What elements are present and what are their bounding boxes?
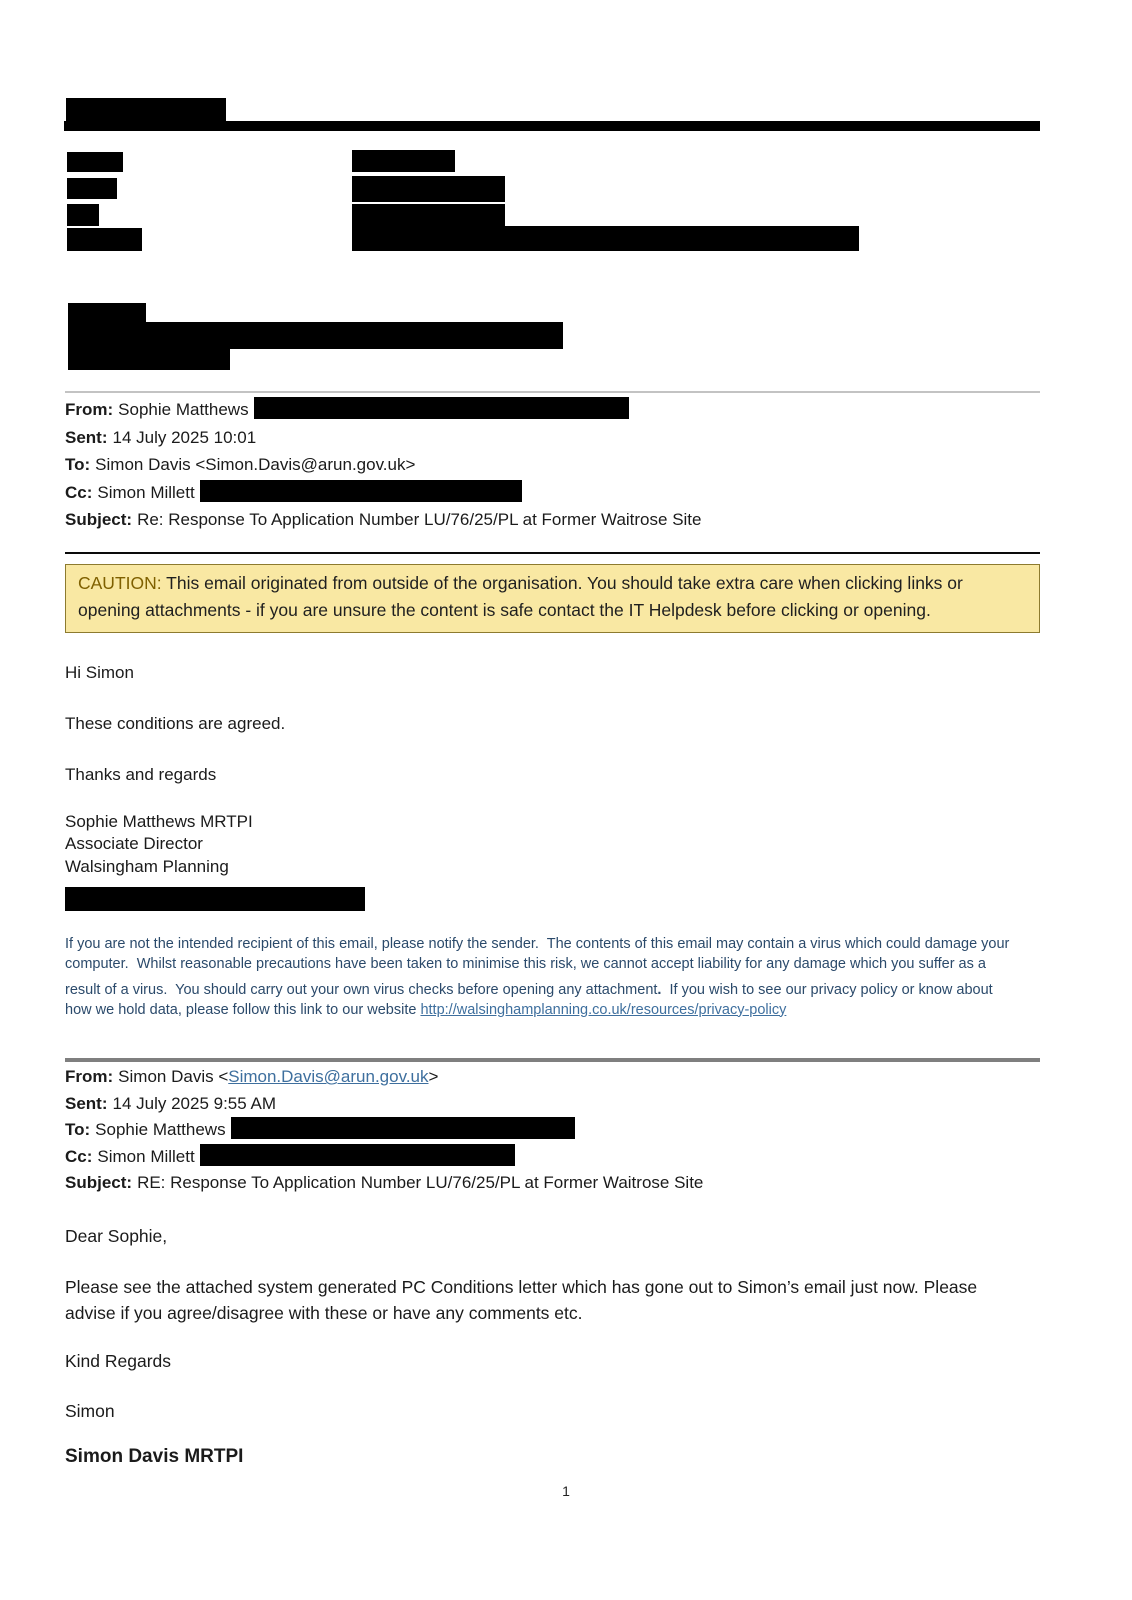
cc-label: Cc: [65, 1146, 93, 1166]
email1-sent-value: 14 July 2025 10:01 [112, 427, 257, 447]
caution-text: This email originated from outside of the organisation. You should take extra care when clicking links or opening attachments - if you are unsure the content is safe contact the IT Helpdesk before clicking or opening. [78, 572, 963, 620]
email1-signature [65, 811, 1040, 879]
email1-cc-value: Simon Millett [97, 482, 195, 502]
signature-name: Sophie Matthews MRTPI [65, 811, 253, 831]
email1-to-line [65, 451, 1040, 479]
disclaimer-line: how we hold data, please follow this link to our website http://walsinghamplanning.co.uk/resources/privacy-policy [65, 1001, 787, 1018]
subject-label: Subject: [65, 510, 133, 529]
email2-sender-name: Simon [65, 1400, 115, 1421]
sent-label: Sent: [65, 427, 108, 447]
caution-label: CAUTION: [78, 572, 162, 593]
redaction-bar [67, 228, 142, 251]
redaction-bar [67, 152, 123, 172]
redaction-bar [231, 1117, 575, 1139]
email2-greeting: Dear Sophie, [65, 1225, 168, 1246]
subject-label: Subject: [65, 1173, 133, 1192]
email1-cc-line [65, 479, 1040, 507]
email2-sent-value: 14 July 2025 9:55 AM [112, 1093, 277, 1113]
redaction-bar [352, 204, 505, 226]
disclaimer-line: computer. Whilst reasonable precautions have been taken to minimise this risk, we cannot accept liability for any damage which you suffer as a [65, 955, 986, 972]
email1-header [65, 396, 1040, 534]
email1-from-line [65, 396, 1040, 424]
email2-paragraph: Please see the attached system generated PC Conditions letter which has gone out to Simon’s email just now. Please advise if you agree/disagree with these or have any comments etc. [65, 1276, 978, 1323]
email2-cc-line [65, 1144, 1040, 1171]
email2-from-line [65, 1064, 1040, 1091]
email1-sent-line [65, 424, 1040, 452]
email2-to-line [65, 1117, 1040, 1144]
redaction-bar [65, 887, 365, 911]
redaction-bar [64, 121, 1040, 131]
signature-role: Associate Director [65, 834, 203, 853]
email2-subject-value: RE: Response To Application Number LU/76/25/PL at Former Waitrose Site [137, 1173, 704, 1192]
privacy-policy-link[interactable]: http://walsinghamplanning.co.uk/resources/privacy-policy [420, 1001, 787, 1018]
email1-to-value: Simon Davis <Simon.Davis@arun.gov.uk> [95, 455, 416, 474]
redaction-bar [254, 397, 629, 419]
email2-from-pre: Simon Davis < [118, 1067, 229, 1086]
redaction-bar [352, 176, 505, 202]
email2-signature: Simon Davis MRTPI [65, 1445, 244, 1467]
email2-sent-line [65, 1091, 1040, 1118]
email1-body-line: Thanks and regards [65, 764, 217, 784]
from-label: From: [65, 1067, 114, 1086]
sender-email-link[interactable]: Simon.Davis@arun.gov.uk [228, 1067, 429, 1086]
caution-banner [65, 564, 1040, 633]
redaction-bar [68, 322, 563, 349]
redaction-bar [67, 178, 117, 199]
email2-header [65, 1064, 1040, 1197]
redaction-bar [67, 204, 99, 226]
email-separator-rule [65, 1058, 1040, 1062]
email2-to-value: Sophie Matthews [95, 1120, 226, 1139]
caution-top-line [65, 552, 1040, 554]
email1-from-value: Sophie Matthews [118, 400, 249, 419]
email2-subject-line [65, 1170, 1040, 1197]
email2-cc-value: Simon Millett [97, 1146, 195, 1166]
email1-subject-value: Re: Response To Application Number LU/76/25/PL at Former Waitrose Site [137, 510, 702, 529]
email1-greeting: Hi Simon [65, 662, 134, 682]
to-label: To: [65, 1120, 91, 1139]
page-number: 1 [562, 1483, 570, 1499]
redacted-letterhead [65, 0, 1040, 391]
redaction-bar [352, 150, 455, 172]
email1-body-line: These conditions are agreed. [65, 713, 286, 733]
redaction-bar [352, 226, 859, 251]
signature-company: Walsingham Planning [65, 856, 229, 876]
email1-disclaimer [65, 935, 1040, 1020]
header-divider-line [65, 391, 1040, 393]
to-label: To: [65, 455, 91, 474]
email1-subject-line [65, 506, 1040, 534]
from-label: From: [65, 400, 114, 419]
redaction-bar [200, 1144, 515, 1166]
sent-label: Sent: [65, 1093, 108, 1113]
disclaimer-line: If you are not the intended recipient of this email, please notify the sender. The contents of this email may contain a virus which could damage your [65, 936, 1010, 952]
redaction-bar [200, 480, 522, 502]
disclaimer-line: result of a virus. You should carry out your own virus checks before opening any attachment. If you wish to see our privacy policy or know about [65, 982, 993, 998]
email2-from-post: > [428, 1067, 439, 1086]
cc-label: Cc: [65, 482, 93, 502]
email2-regards: Kind Regards [65, 1350, 172, 1371]
redaction-bar [68, 349, 230, 370]
